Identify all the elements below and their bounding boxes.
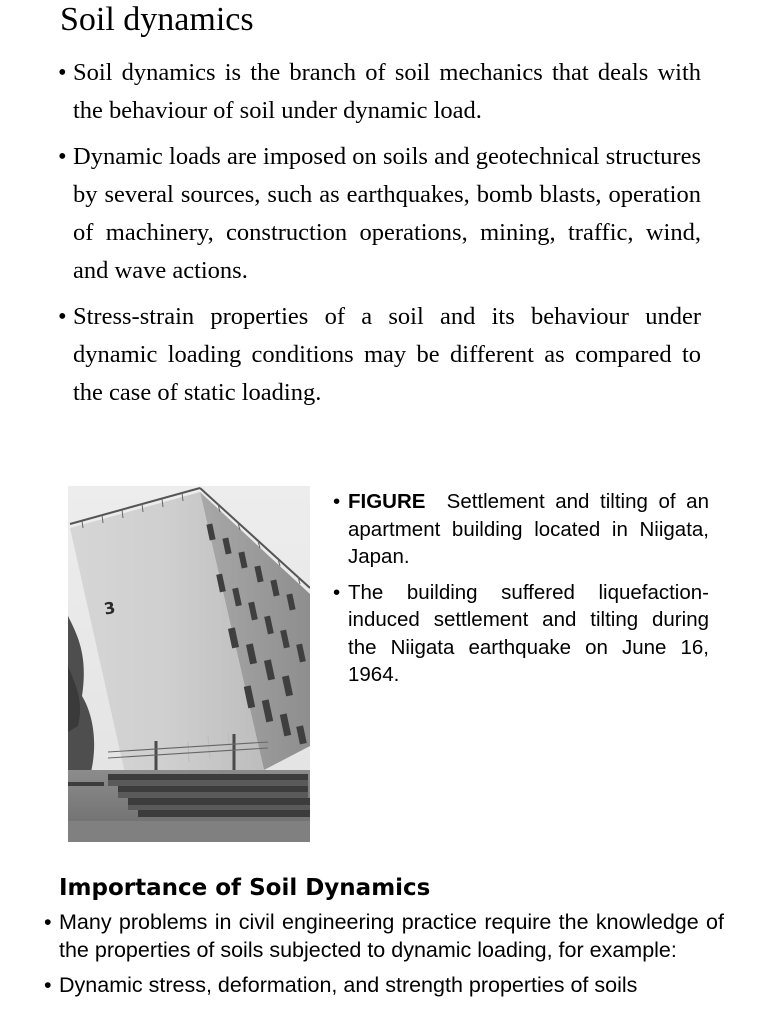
importance-bullet-item	[44, 972, 724, 1000]
bullet-marker: •	[333, 580, 341, 604]
intro-bullet-item	[58, 298, 701, 412]
bullet-marker: •	[44, 973, 52, 997]
intro-bullet-item	[58, 54, 701, 130]
bullet-marker: •	[44, 910, 52, 934]
figure-note-text: The building suffered liquefaction-induced settlement and tilting during the Niigata earthquake on June 16, 1964.	[348, 580, 709, 686]
intro-bullet-item	[58, 138, 701, 290]
bullet-marker: •	[58, 143, 67, 170]
figure-caption-text: Settlement and tilting of an apartment building located in Niigata, Japan.	[348, 490, 709, 568]
bullet-text: Dynamic loads are imposed on soils and geotechnical structures by several sources, such as earthquakes, bomb blasts, operation of machinery, construction operations, mining, traffic, wind, and wave actions.	[73, 143, 701, 284]
page-title: Soil dynamics	[60, 1, 254, 38]
bullet-text: Stress-strain properties of a soil and its behaviour under dynamic loading conditions may be different as compared to the case of static loading.	[73, 303, 701, 406]
importance-bullet-list	[44, 909, 724, 1008]
section-heading: Importance of Soil Dynamics	[59, 875, 431, 901]
bullet-marker: •	[58, 59, 67, 86]
building-number-mark: 3	[102, 597, 117, 619]
intro-bullet-list	[58, 54, 701, 420]
importance-bullet-item	[44, 909, 724, 964]
bullet-marker: •	[58, 303, 67, 330]
figure-note-item	[333, 579, 709, 689]
figure-label: FIGURE	[348, 490, 426, 513]
tilted-building-photo	[68, 486, 310, 842]
bullet-text: Soil dynamics is the branch of soil mechanics that deals with the behaviour of soil under dynamic load.	[73, 59, 701, 124]
figure-caption-item	[333, 488, 709, 571]
bullet-marker: •	[333, 490, 341, 513]
bullet-text: Dynamic stress, deformation, and strength properties of soils	[59, 973, 638, 997]
figure-caption-list	[333, 488, 709, 697]
bullet-text: Many problems in civil engineering practice require the knowledge of the properties of soils subjected to dynamic loading, for example:	[59, 910, 724, 962]
